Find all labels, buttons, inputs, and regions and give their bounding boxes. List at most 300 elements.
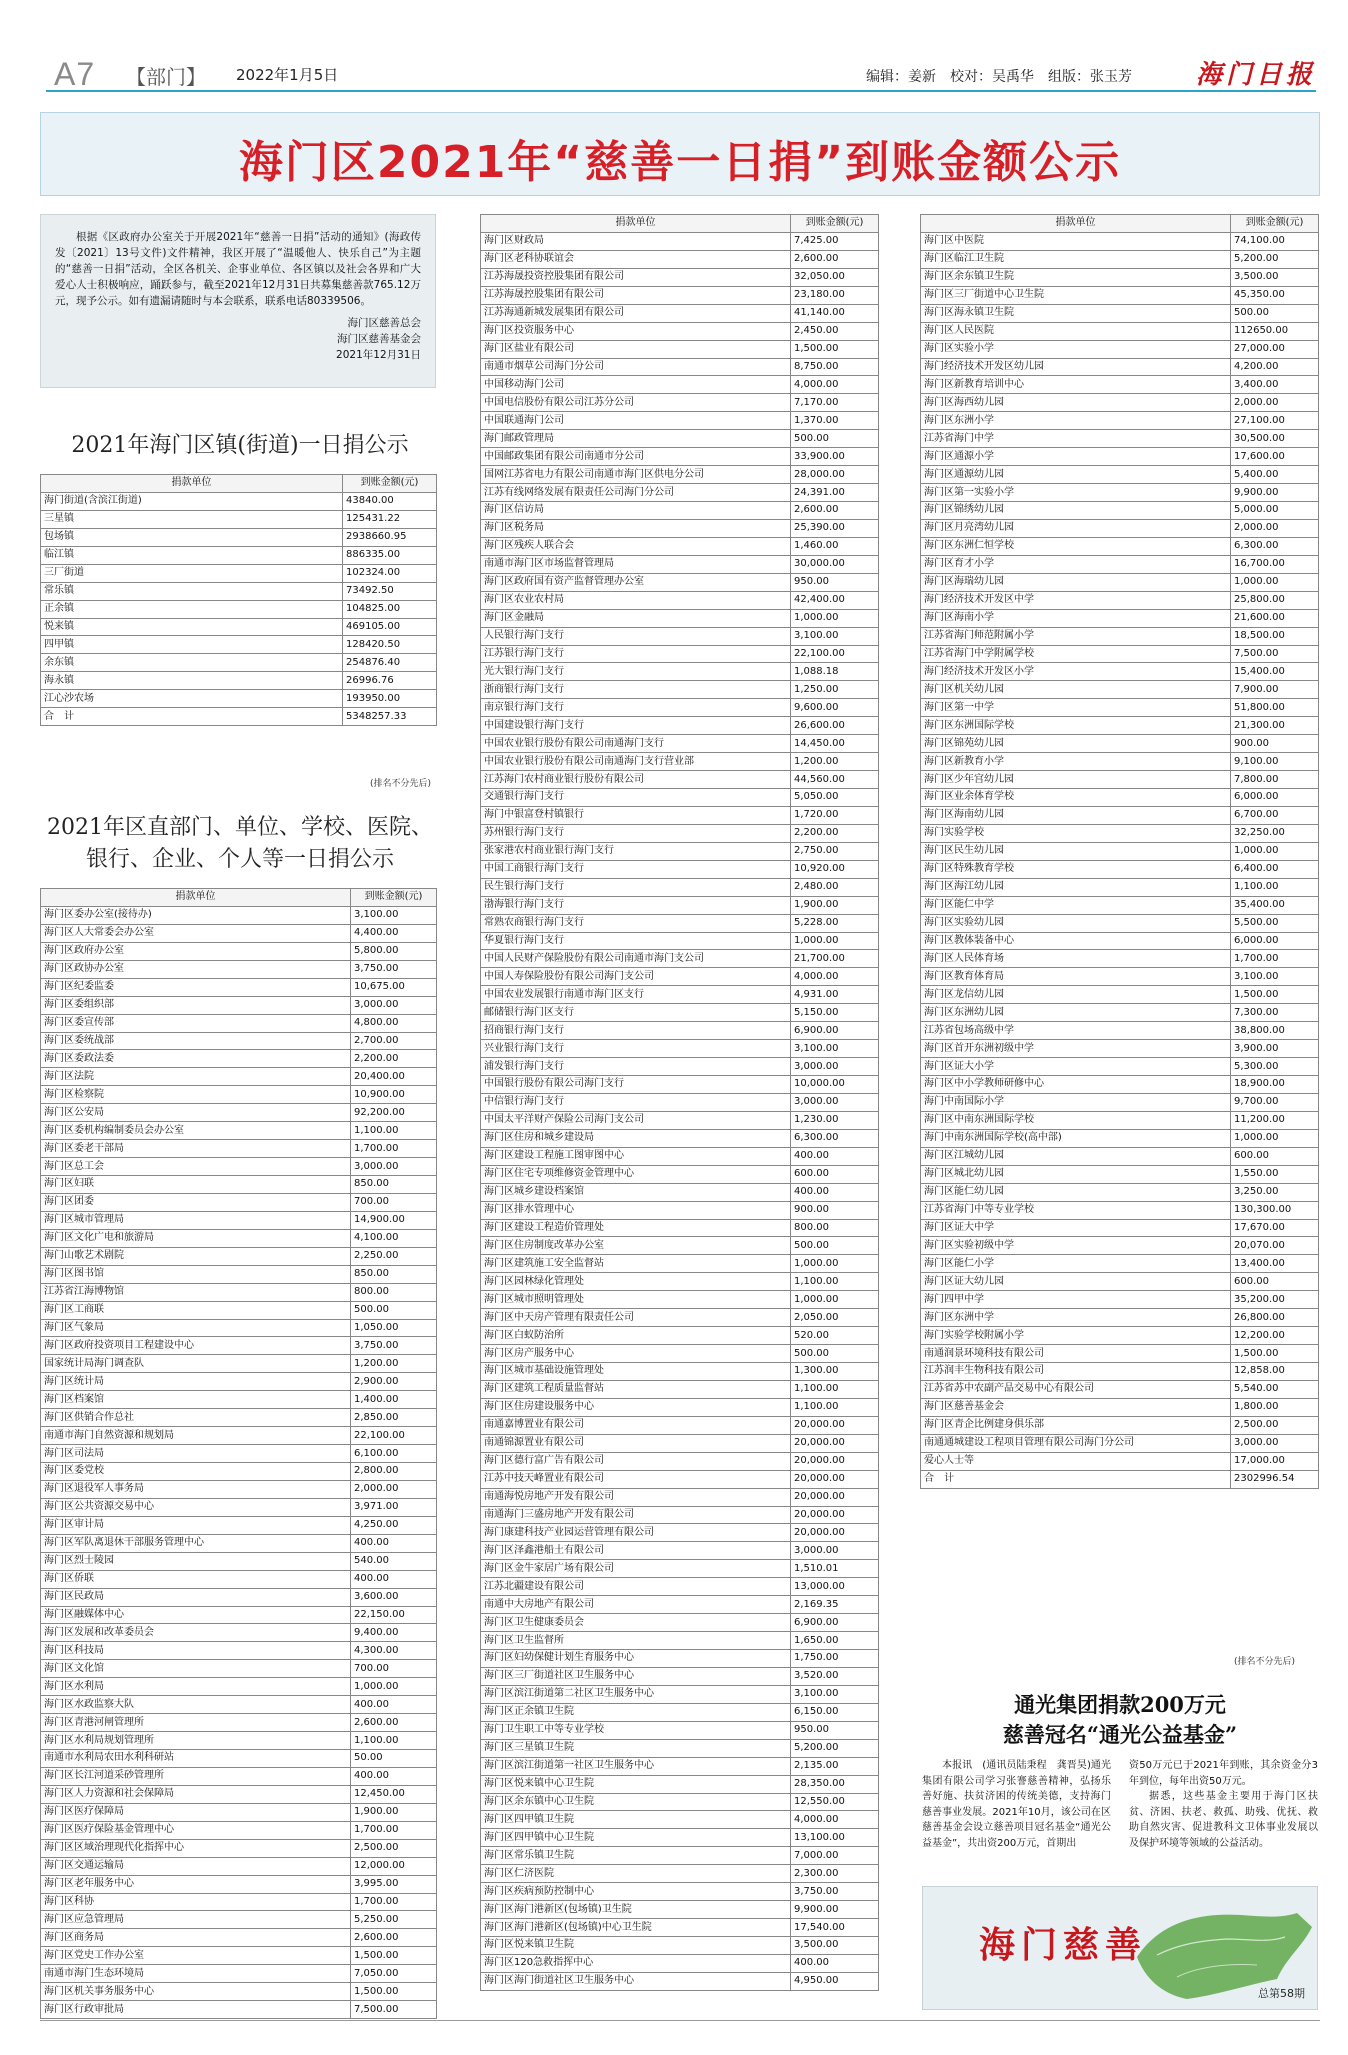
table-row	[481, 1937, 879, 1955]
table-row	[481, 1488, 879, 1506]
donor-name: 海门区中小学教师研修中心	[921, 1076, 1231, 1094]
donation-amount: 469105.00	[343, 618, 437, 636]
donor-name: 江苏省包场高级中学	[921, 1022, 1231, 1040]
donation-amount: 12,000.00	[351, 1857, 437, 1875]
donation-amount: 4,250.00	[351, 1516, 437, 1534]
donation-amount: 1,100.00	[351, 1122, 437, 1140]
table-row	[921, 286, 1319, 304]
table-row	[481, 806, 879, 824]
donor-name: 海门区仁济医院	[481, 1865, 791, 1883]
table-row	[921, 466, 1319, 484]
table-row	[481, 1614, 879, 1632]
donation-amount: 800.00	[351, 1283, 437, 1301]
table-row	[481, 1291, 879, 1309]
donation-amount: 2302996.54	[1231, 1470, 1319, 1488]
table-row	[41, 1301, 437, 1319]
donation-amount: 254876.40	[343, 654, 437, 672]
donor-name: 海门区中天房产管理有限责任公司	[481, 1309, 791, 1327]
table-row	[41, 1965, 437, 1983]
donation-amount: 1,800.00	[1231, 1398, 1319, 1416]
table-row	[481, 412, 879, 430]
donation-amount: 10,675.00	[351, 978, 437, 996]
donor-name: 海门区长江河道采砂管理所	[41, 1767, 351, 1785]
donation-amount: 5,250.00	[351, 1911, 437, 1929]
donation-amount: 950.00	[791, 573, 879, 591]
donation-amount: 35,200.00	[1231, 1291, 1319, 1309]
donor-name: 海门区政府国有资产监督管理办公室	[481, 573, 791, 591]
donor-name: 海门区农业农村局	[481, 591, 791, 609]
table-row	[41, 1678, 437, 1696]
donation-amount: 1,720.00	[791, 806, 879, 824]
donor-name: 海门区住宅专项维修资金管理中心	[481, 1165, 791, 1183]
donor-name: 海门区通源小学	[921, 448, 1231, 466]
table-row	[41, 546, 437, 564]
donor-name: 海门区锦绣幼儿园	[921, 502, 1231, 520]
table-row	[41, 1193, 437, 1211]
donor-name: 海门区三厂街道社区卫生服务中心	[481, 1667, 791, 1685]
donation-amount: 3,000.00	[1231, 1434, 1319, 1452]
table-row	[921, 1004, 1319, 1022]
donor-name: 海门区首开东洲初级中学	[921, 1040, 1231, 1058]
table-row	[921, 1201, 1319, 1219]
table-row	[41, 1624, 437, 1642]
donation-amount: 1,900.00	[791, 896, 879, 914]
table-row	[41, 1660, 437, 1678]
donor-name: 海门区新教育小学	[921, 753, 1231, 771]
table-row	[41, 1534, 437, 1552]
charity-title: 海门慈善	[979, 1924, 1148, 1966]
table-row	[481, 1775, 879, 1793]
table-row	[481, 1058, 879, 1076]
table-row	[921, 358, 1319, 376]
donation-amount: 27,000.00	[1231, 340, 1319, 358]
table-row	[481, 1919, 879, 1937]
donation-amount: 73492.50	[343, 582, 437, 600]
article-para-1: 本报讯 (通讯员陆秉程 龚晋昊)通光集团有限公司学习张謇慈善精神，弘扬乐善好施、扶贫济困的传统美德，支持海门慈善事业发展。2021年10月，该公司在区慈善基金会设立慈善项目冠名基金“通光公益基金”，共出资200万元，首期出	[922, 1760, 1111, 1849]
donation-amount: 2,480.00	[791, 878, 879, 896]
donation-amount: 1,000.00	[791, 1291, 879, 1309]
donor-name: 海门区图书馆	[41, 1265, 351, 1283]
donor-name: 人民银行海门支行	[481, 627, 791, 645]
donor-name: 海门区海西幼儿园	[921, 394, 1231, 412]
donor-name: 海门区委机构编制委员会办公室	[41, 1122, 351, 1140]
donor-name: 海门区正余镇卫生院	[481, 1703, 791, 1721]
table-row	[921, 896, 1319, 914]
donation-amount: 600.00	[1231, 1273, 1319, 1291]
table-row	[921, 1165, 1319, 1183]
donor-name: 海门区疾病预防控制中心	[481, 1883, 791, 1901]
table-row	[41, 690, 437, 708]
donor-name: 海门区委老干部局	[41, 1140, 351, 1158]
donor-name: 海门区证大小学	[921, 1058, 1231, 1076]
donor-name: 合 计	[41, 708, 343, 726]
donor-name: 海门区教体装备中心	[921, 932, 1231, 950]
table-row	[481, 1721, 879, 1739]
table-row	[921, 609, 1319, 627]
donation-amount: 1,100.00	[791, 1380, 879, 1398]
donor-name: 南通锦源置业有限公司	[481, 1434, 791, 1452]
donation-amount: 20,000.00	[791, 1452, 879, 1470]
donor-name: 海门区新教育培训中心	[921, 376, 1231, 394]
donor-name: 海门区教育体育局	[921, 968, 1231, 986]
table-row	[41, 1211, 437, 1229]
donor-name: 海门区排水管理中心	[481, 1201, 791, 1219]
table-row	[481, 932, 879, 950]
col3-note: (排名不分先后)	[1234, 1657, 1296, 1667]
table-row	[481, 1273, 879, 1291]
donor-name: 华夏银行海门支行	[481, 932, 791, 950]
donor-name: 海门经济技术开发区中学	[921, 591, 1231, 609]
donation-amount: 44,560.00	[791, 771, 879, 789]
donor-name: 南通市烟草公司海门分公司	[481, 358, 791, 376]
donor-name: 国家统计局海门调查队	[41, 1355, 351, 1373]
donor-name: 海门区公安局	[41, 1104, 351, 1122]
donor-name: 海门区四甲镇卫生院	[481, 1811, 791, 1829]
donor-name: 海门区住房和城乡建设局	[481, 1129, 791, 1147]
editors-line: 编辑：姜新 校对：吴禹华 组版：张玉芳	[866, 69, 1132, 85]
donation-amount: 4,100.00	[351, 1229, 437, 1247]
article-para-3: 据悉，这些基金主要用于海门区扶贫、济困、扶老、救孤、助残、优抚、救助自然灾害、促进教科文卫体事业发展以及保护环境等领域的公益活动。	[1129, 1791, 1318, 1849]
table-row	[921, 1434, 1319, 1452]
donation-amount: 2,750.00	[791, 842, 879, 860]
donor-name: 海门区海南幼儿园	[921, 806, 1231, 824]
donor-name: 海门区医疗保险基金管理中心	[41, 1821, 351, 1839]
table-row	[921, 250, 1319, 268]
donor-name: 海门中银富登村镇银行	[481, 806, 791, 824]
table-row	[921, 645, 1319, 663]
page-number: A7	[54, 56, 96, 92]
donor-name: 海门区残疾人联合会	[481, 537, 791, 555]
donor-name: 海门区委政法委	[41, 1050, 351, 1068]
table-row	[921, 1363, 1319, 1381]
table-row	[41, 1319, 437, 1337]
donor-name: 海门区余东镇卫生院	[921, 268, 1231, 286]
table-row	[481, 914, 879, 932]
table-row	[481, 1345, 879, 1363]
table-row	[41, 1283, 437, 1301]
donation-amount: 8,750.00	[791, 358, 879, 376]
table-row	[481, 896, 879, 914]
donation-amount: 28,000.00	[791, 466, 879, 484]
donor-name: 光大银行海门支行	[481, 663, 791, 681]
donor-name: 江苏省海门中等专业学校	[921, 1201, 1231, 1219]
donor-name: 海门区人大常委会办公室	[41, 924, 351, 942]
table-row	[41, 1427, 437, 1445]
donor-name: 海门区四甲镇中心卫生院	[481, 1829, 791, 1847]
table-row	[921, 681, 1319, 699]
donor-name: 海门区发展和改革委员会	[41, 1624, 351, 1642]
table-row	[481, 645, 879, 663]
donor-name: 海门区悦来镇中心卫生院	[481, 1775, 791, 1793]
donation-amount: 1,460.00	[791, 537, 879, 555]
table-row	[41, 1696, 437, 1714]
table-row	[41, 1767, 437, 1785]
donation-amount: 2,000.00	[1231, 519, 1319, 537]
col-header-amount: 到账金额(元)	[343, 475, 437, 493]
donation-amount: 7,900.00	[1231, 681, 1319, 699]
donor-name: 海门区人力资源和社会保障局	[41, 1785, 351, 1803]
table-row	[481, 1201, 879, 1219]
donation-amount: 32,250.00	[1231, 824, 1319, 842]
donor-name: 海门区投资服务中心	[481, 322, 791, 340]
table-row	[921, 1291, 1319, 1309]
donation-amount: 1,500.00	[791, 340, 879, 358]
donation-amount: 6,000.00	[1231, 932, 1319, 950]
donor-name: 海门区海门港新区(包场镇)中心卫生院	[481, 1919, 791, 1937]
donation-amount: 850.00	[351, 1265, 437, 1283]
donation-amount: 12,450.00	[351, 1785, 437, 1803]
donation-amount: 2,000.00	[351, 1480, 437, 1498]
donor-name: 海门区滨江街道第二社区卫生服务中心	[481, 1685, 791, 1703]
donor-name: 海门区金牛家居广场有限公司	[481, 1560, 791, 1578]
table-row	[921, 663, 1319, 681]
table-row	[481, 1380, 879, 1398]
donation-amount: 22,150.00	[351, 1606, 437, 1624]
donor-name: 海门区房产服务中心	[481, 1345, 791, 1363]
donation-amount: 1,500.00	[1231, 986, 1319, 1004]
donation-amount: 900.00	[1231, 735, 1319, 753]
donation-amount: 5,228.00	[791, 914, 879, 932]
table-row	[481, 699, 879, 717]
donor-name: 海门区能仁幼儿园	[921, 1183, 1231, 1201]
table-row	[921, 771, 1319, 789]
donor-name: 海门四甲中学	[921, 1291, 1231, 1309]
donation-amount: 3,000.00	[791, 1542, 879, 1560]
table-row	[41, 1104, 437, 1122]
donation-amount: 1,700.00	[1231, 950, 1319, 968]
donor-name: 南京银行海门支行	[481, 699, 791, 717]
donation-amount: 3,100.00	[1231, 968, 1319, 986]
table-row	[41, 582, 437, 600]
donor-name: 海门区团委	[41, 1193, 351, 1211]
donation-amount: 20,000.00	[791, 1524, 879, 1542]
table-row	[41, 1373, 437, 1391]
donation-amount: 600.00	[1231, 1147, 1319, 1165]
donation-amount: 9,700.00	[1231, 1093, 1319, 1111]
donation-amount: 14,900.00	[351, 1211, 437, 1229]
table-row	[481, 555, 879, 573]
donation-amount: 20,000.00	[791, 1488, 879, 1506]
table-row	[921, 1273, 1319, 1291]
table-row	[481, 484, 879, 502]
donor-name: 海门区青企比例建身俱乐部	[921, 1416, 1231, 1434]
table-row	[921, 1470, 1319, 1488]
donation-amount: 700.00	[351, 1193, 437, 1211]
donor-name: 海门区东洲中学	[921, 1309, 1231, 1327]
donation-amount: 1,900.00	[351, 1803, 437, 1821]
donation-amount: 17,600.00	[1231, 448, 1319, 466]
donor-name: 海门区滨江街道第一社区卫生服务中心	[481, 1757, 791, 1775]
table-row	[41, 1498, 437, 1516]
donor-name: 招商银行海门支行	[481, 1022, 791, 1040]
donation-amount: 3,600.00	[351, 1588, 437, 1606]
table-row	[41, 1606, 437, 1624]
donor-name: 海门区政府办公室	[41, 942, 351, 960]
table-row	[481, 573, 879, 591]
depts-title-line2: 银行、企业、个人等一日捐公示	[85, 847, 394, 872]
table-row	[41, 1140, 437, 1158]
donation-amount: 500.00	[791, 1237, 879, 1255]
donor-name: 余东镇	[41, 654, 343, 672]
donor-name: 海门区委统战部	[41, 1032, 351, 1050]
donor-name: 海门中南国际小学	[921, 1093, 1231, 1111]
donation-amount: 5,050.00	[791, 789, 879, 807]
donors-table-3	[920, 214, 1319, 1489]
donation-amount: 2,200.00	[791, 824, 879, 842]
donor-name: 南通市水利局农田水利科研站	[41, 1750, 351, 1768]
table-row	[481, 1363, 879, 1381]
donor-name: 海门区法院	[41, 1068, 351, 1086]
donation-amount: 7,500.00	[1231, 645, 1319, 663]
donor-name: 海门区机关幼儿园	[921, 681, 1231, 699]
donor-name: 海门区第一中学	[921, 699, 1231, 717]
page-title: 海门区2021年“慈善一日捐”到账金额公示	[238, 137, 1122, 188]
donation-amount: 1,000.00	[1231, 573, 1319, 591]
donation-amount: 1,700.00	[351, 1140, 437, 1158]
table-row	[41, 978, 437, 996]
table-row	[41, 1337, 437, 1355]
table-row	[481, 1093, 879, 1111]
donation-amount: 6,000.00	[1231, 789, 1319, 807]
table-row	[921, 842, 1319, 860]
table-row	[921, 968, 1319, 986]
donor-name: 海门区文化馆	[41, 1660, 351, 1678]
table-row	[41, 1552, 437, 1570]
donor-name: 海门区余东镇中心卫生院	[481, 1793, 791, 1811]
donation-amount: 3,100.00	[791, 1040, 879, 1058]
table-row	[481, 824, 879, 842]
donor-name: 海门区海江幼儿园	[921, 878, 1231, 896]
donation-amount: 3,971.00	[351, 1498, 437, 1516]
donor-name: 海门区临江卫生院	[921, 250, 1231, 268]
donor-name: 南通市海门自然资源和规划局	[41, 1427, 351, 1445]
donor-name: 中国移动海门公司	[481, 376, 791, 394]
table-row	[481, 1506, 879, 1524]
table-row	[921, 932, 1319, 950]
donation-amount: 42,400.00	[791, 591, 879, 609]
donor-name: 中国农业银行股份有限公司南通海门支行营业部	[481, 753, 791, 771]
donation-amount: 20,000.00	[791, 1470, 879, 1488]
table-row	[481, 1076, 879, 1094]
donation-amount: 128420.50	[343, 636, 437, 654]
donor-name: 中国太平洋财产保险公司海门支公司	[481, 1111, 791, 1129]
donor-name: 海门区三厂街道中心卫生院	[921, 286, 1231, 304]
table-row	[41, 1642, 437, 1660]
donation-amount: 21,600.00	[1231, 609, 1319, 627]
donation-amount: 45,350.00	[1231, 286, 1319, 304]
donation-amount: 1,700.00	[351, 1893, 437, 1911]
donation-amount: 20,000.00	[791, 1434, 879, 1452]
donor-name: 海门经济技术开发区幼儿园	[921, 358, 1231, 376]
donation-amount: 12,550.00	[791, 1793, 879, 1811]
donor-name: 江苏海通新城发展集团有限公司	[481, 304, 791, 322]
donor-name: 海门区海门港新区(包场镇)卫生院	[481, 1901, 791, 1919]
donation-amount: 17,000.00	[1231, 1452, 1319, 1470]
donor-name: 海门区龙信幼儿园	[921, 986, 1231, 1004]
table-row	[481, 1470, 879, 1488]
donor-name: 包场镇	[41, 528, 343, 546]
donor-name: 海门区财政局	[481, 232, 791, 250]
donor-name: 江苏海门农村商业银行股份有限公司	[481, 771, 791, 789]
donation-amount: 20,000.00	[791, 1506, 879, 1524]
table-row	[921, 824, 1319, 842]
donor-name: 海门区东洲国际学校	[921, 717, 1231, 735]
table-row	[41, 1516, 437, 1534]
table-row	[41, 708, 437, 726]
table-row	[41, 618, 437, 636]
article-column-2	[1129, 1758, 1318, 1851]
donor-name: 江苏中技天峰置业有限公司	[481, 1470, 791, 1488]
donor-name: 海门区海永镇卫生院	[921, 304, 1231, 322]
donation-amount: 400.00	[791, 1183, 879, 1201]
charity-issue: 总第58期	[1258, 1987, 1305, 2000]
donor-name: 海门区总工会	[41, 1158, 351, 1176]
donor-name: 江心沙农场	[41, 690, 343, 708]
donation-amount: 5,500.00	[1231, 914, 1319, 932]
table-row	[41, 942, 437, 960]
donation-amount: 400.00	[791, 1147, 879, 1165]
donor-name: 海门山歌艺术剧院	[41, 1247, 351, 1265]
donor-name: 海门区民生幼儿园	[921, 842, 1231, 860]
article-headline-2: 慈善冠名“通光公益基金”	[1002, 1722, 1238, 1747]
table-row	[41, 636, 437, 654]
donation-amount: 10,900.00	[351, 1086, 437, 1104]
table-row	[481, 1452, 879, 1470]
newspaper-logo: 海门日报	[1196, 60, 1317, 90]
donation-amount: 30,500.00	[1231, 430, 1319, 448]
donor-name: 海门区人民体育场	[921, 950, 1231, 968]
table-row	[921, 555, 1319, 573]
table-row	[921, 591, 1319, 609]
donor-name: 海门区纪委监委	[41, 978, 351, 996]
donation-amount: 2,500.00	[1231, 1416, 1319, 1434]
table-row	[481, 322, 879, 340]
donor-name: 中国电信股份有限公司江苏分公司	[481, 394, 791, 412]
donor-name: 浙商银行海门支行	[481, 681, 791, 699]
donation-amount: 600.00	[791, 1165, 879, 1183]
table-row	[481, 717, 879, 735]
donor-name: 交通银行海门支行	[481, 789, 791, 807]
donation-amount: 500.00	[351, 1301, 437, 1319]
donation-amount: 13,100.00	[791, 1829, 879, 1847]
table-row	[481, 771, 879, 789]
donation-amount: 2938660.95	[343, 528, 437, 546]
donation-amount: 1,400.00	[351, 1391, 437, 1409]
donation-amount: 6,900.00	[791, 1022, 879, 1040]
donor-name: 海门区建筑工程质量监督站	[481, 1380, 791, 1398]
donor-name: 南通中大房地产有限公司	[481, 1596, 791, 1614]
donation-amount: 3,750.00	[791, 1883, 879, 1901]
donation-amount: 3,500.00	[1231, 268, 1319, 286]
donation-amount: 4,400.00	[351, 924, 437, 942]
donor-name: 海门区商务局	[41, 1929, 351, 1947]
donation-amount: 1,050.00	[351, 1319, 437, 1337]
donor-name: 海门区金融局	[481, 609, 791, 627]
table-row	[481, 1040, 879, 1058]
table-row	[41, 1732, 437, 1750]
donor-name: 海门区烈士陵园	[41, 1552, 351, 1570]
donor-name: 南通润景环境科技有限公司	[921, 1345, 1231, 1363]
donors-table-2	[480, 214, 879, 1991]
donation-amount: 1,500.00	[351, 1947, 437, 1965]
donation-amount: 24,391.00	[791, 484, 879, 502]
donation-amount: 3,100.00	[351, 906, 437, 924]
donation-amount: 2,850.00	[351, 1409, 437, 1427]
table-row	[41, 1983, 437, 2001]
donation-amount: 5,200.00	[1231, 250, 1319, 268]
donor-name: 海门区江城幼儿园	[921, 1147, 1231, 1165]
table-row	[41, 1355, 437, 1373]
